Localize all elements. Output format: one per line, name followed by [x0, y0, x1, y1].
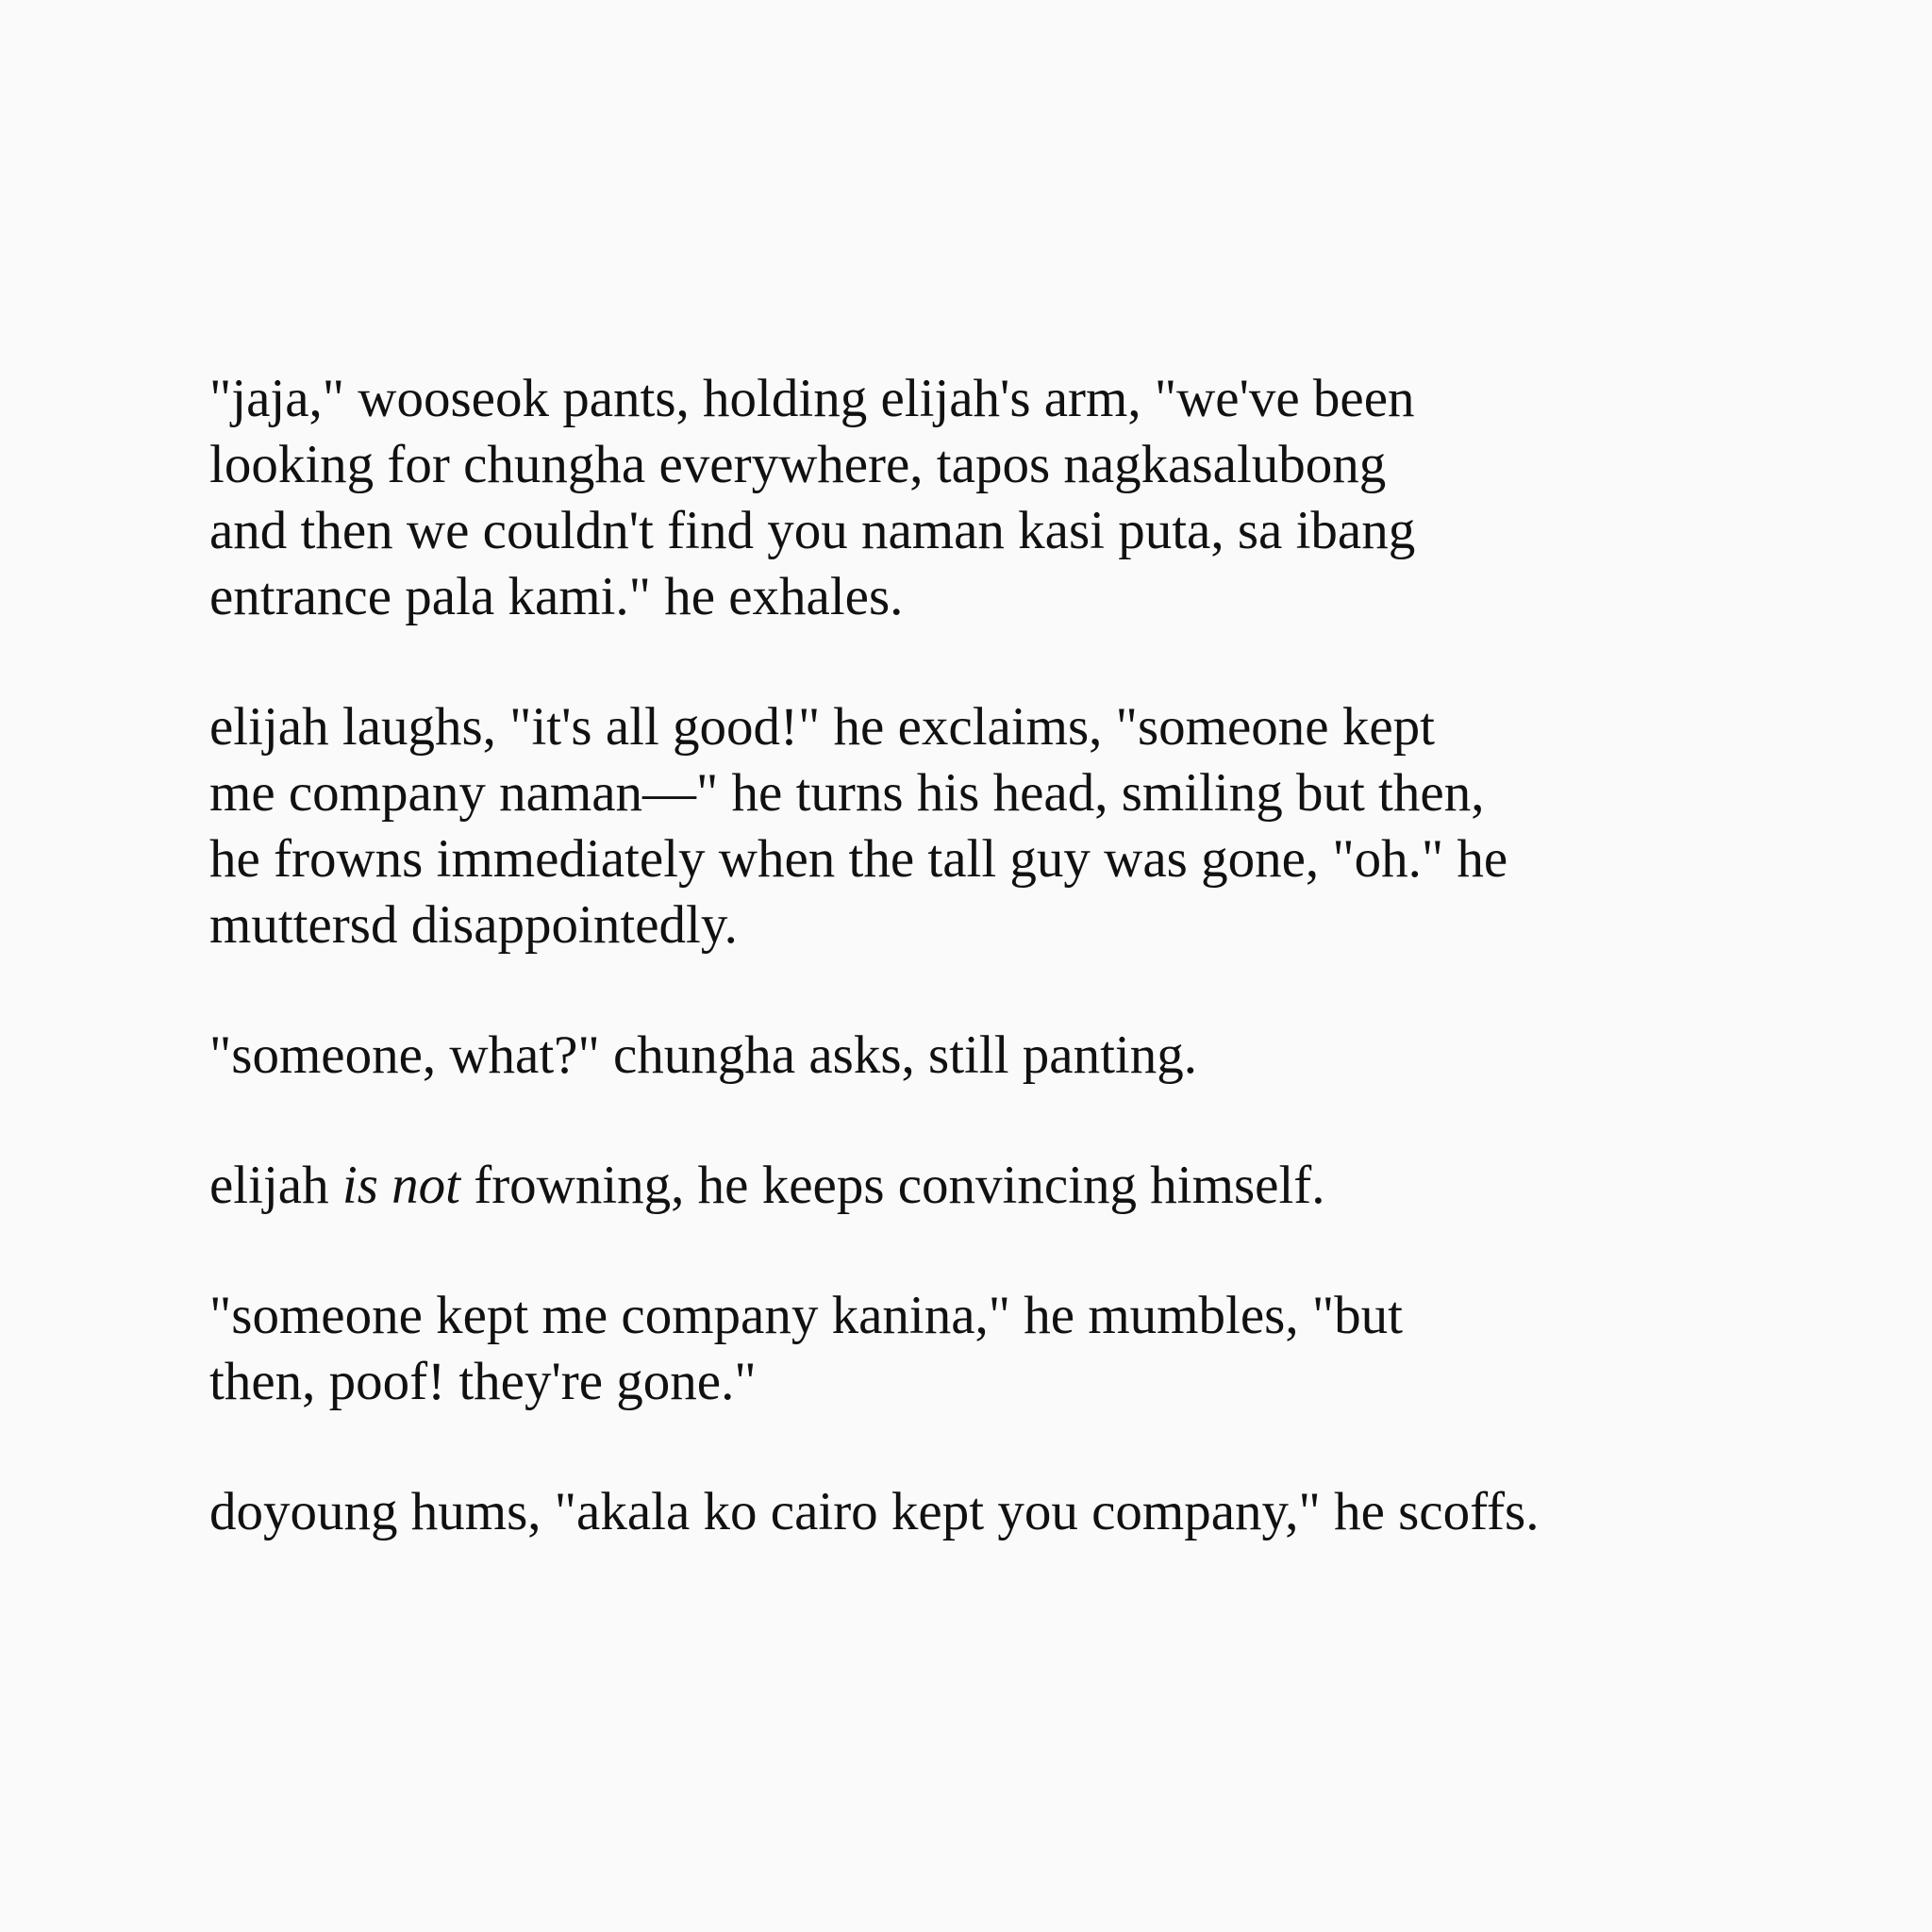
text-run: frowning, he keeps convincing himself. — [459, 1156, 1325, 1215]
text-line: then, poof! they're gone." — [209, 1352, 757, 1411]
paragraph-2 — [209, 694, 1757, 958]
text-line: he frowns immediately when the tall guy was gone, "oh." he — [209, 829, 1508, 889]
text-line: "someone, what?" chungha asks, still panting. — [209, 1025, 1198, 1085]
text-line — [209, 1153, 1757, 1219]
emphasized-text: is not — [341, 1156, 460, 1215]
paragraph-1 — [209, 366, 1757, 630]
paragraph-5 — [209, 1283, 1757, 1415]
text-run: elijah — [209, 1156, 342, 1215]
text-line: "someone kept me company kanina," he mumbles, "but — [209, 1286, 1403, 1345]
text-line: entrance pala kami." he exhales. — [209, 567, 904, 626]
paragraph-3 — [209, 1023, 1757, 1089]
text-line: looking for chungha everywhere, tapos nagkasalubong — [209, 435, 1387, 494]
text-line: and then we couldn't find you naman kasi puta, sa ibang — [209, 501, 1416, 560]
text-line: me company naman—" he turns his head, smiling but then, — [209, 763, 1485, 823]
story-text — [209, 366, 1757, 1545]
paragraph-6 — [209, 1479, 1757, 1545]
text-line: muttersd disappointedly. — [209, 895, 738, 955]
text-line: "jaja," wooseok pants, holding elijah's arm, "we've been — [209, 369, 1415, 428]
text-line: doyoung hums, "akala ko cairo kept you company," he scoffs. — [209, 1482, 1540, 1541]
paragraph-4 — [209, 1153, 1757, 1219]
text-line: elijah laughs, "it's all good!" he exclaims, "someone kept — [209, 697, 1435, 757]
